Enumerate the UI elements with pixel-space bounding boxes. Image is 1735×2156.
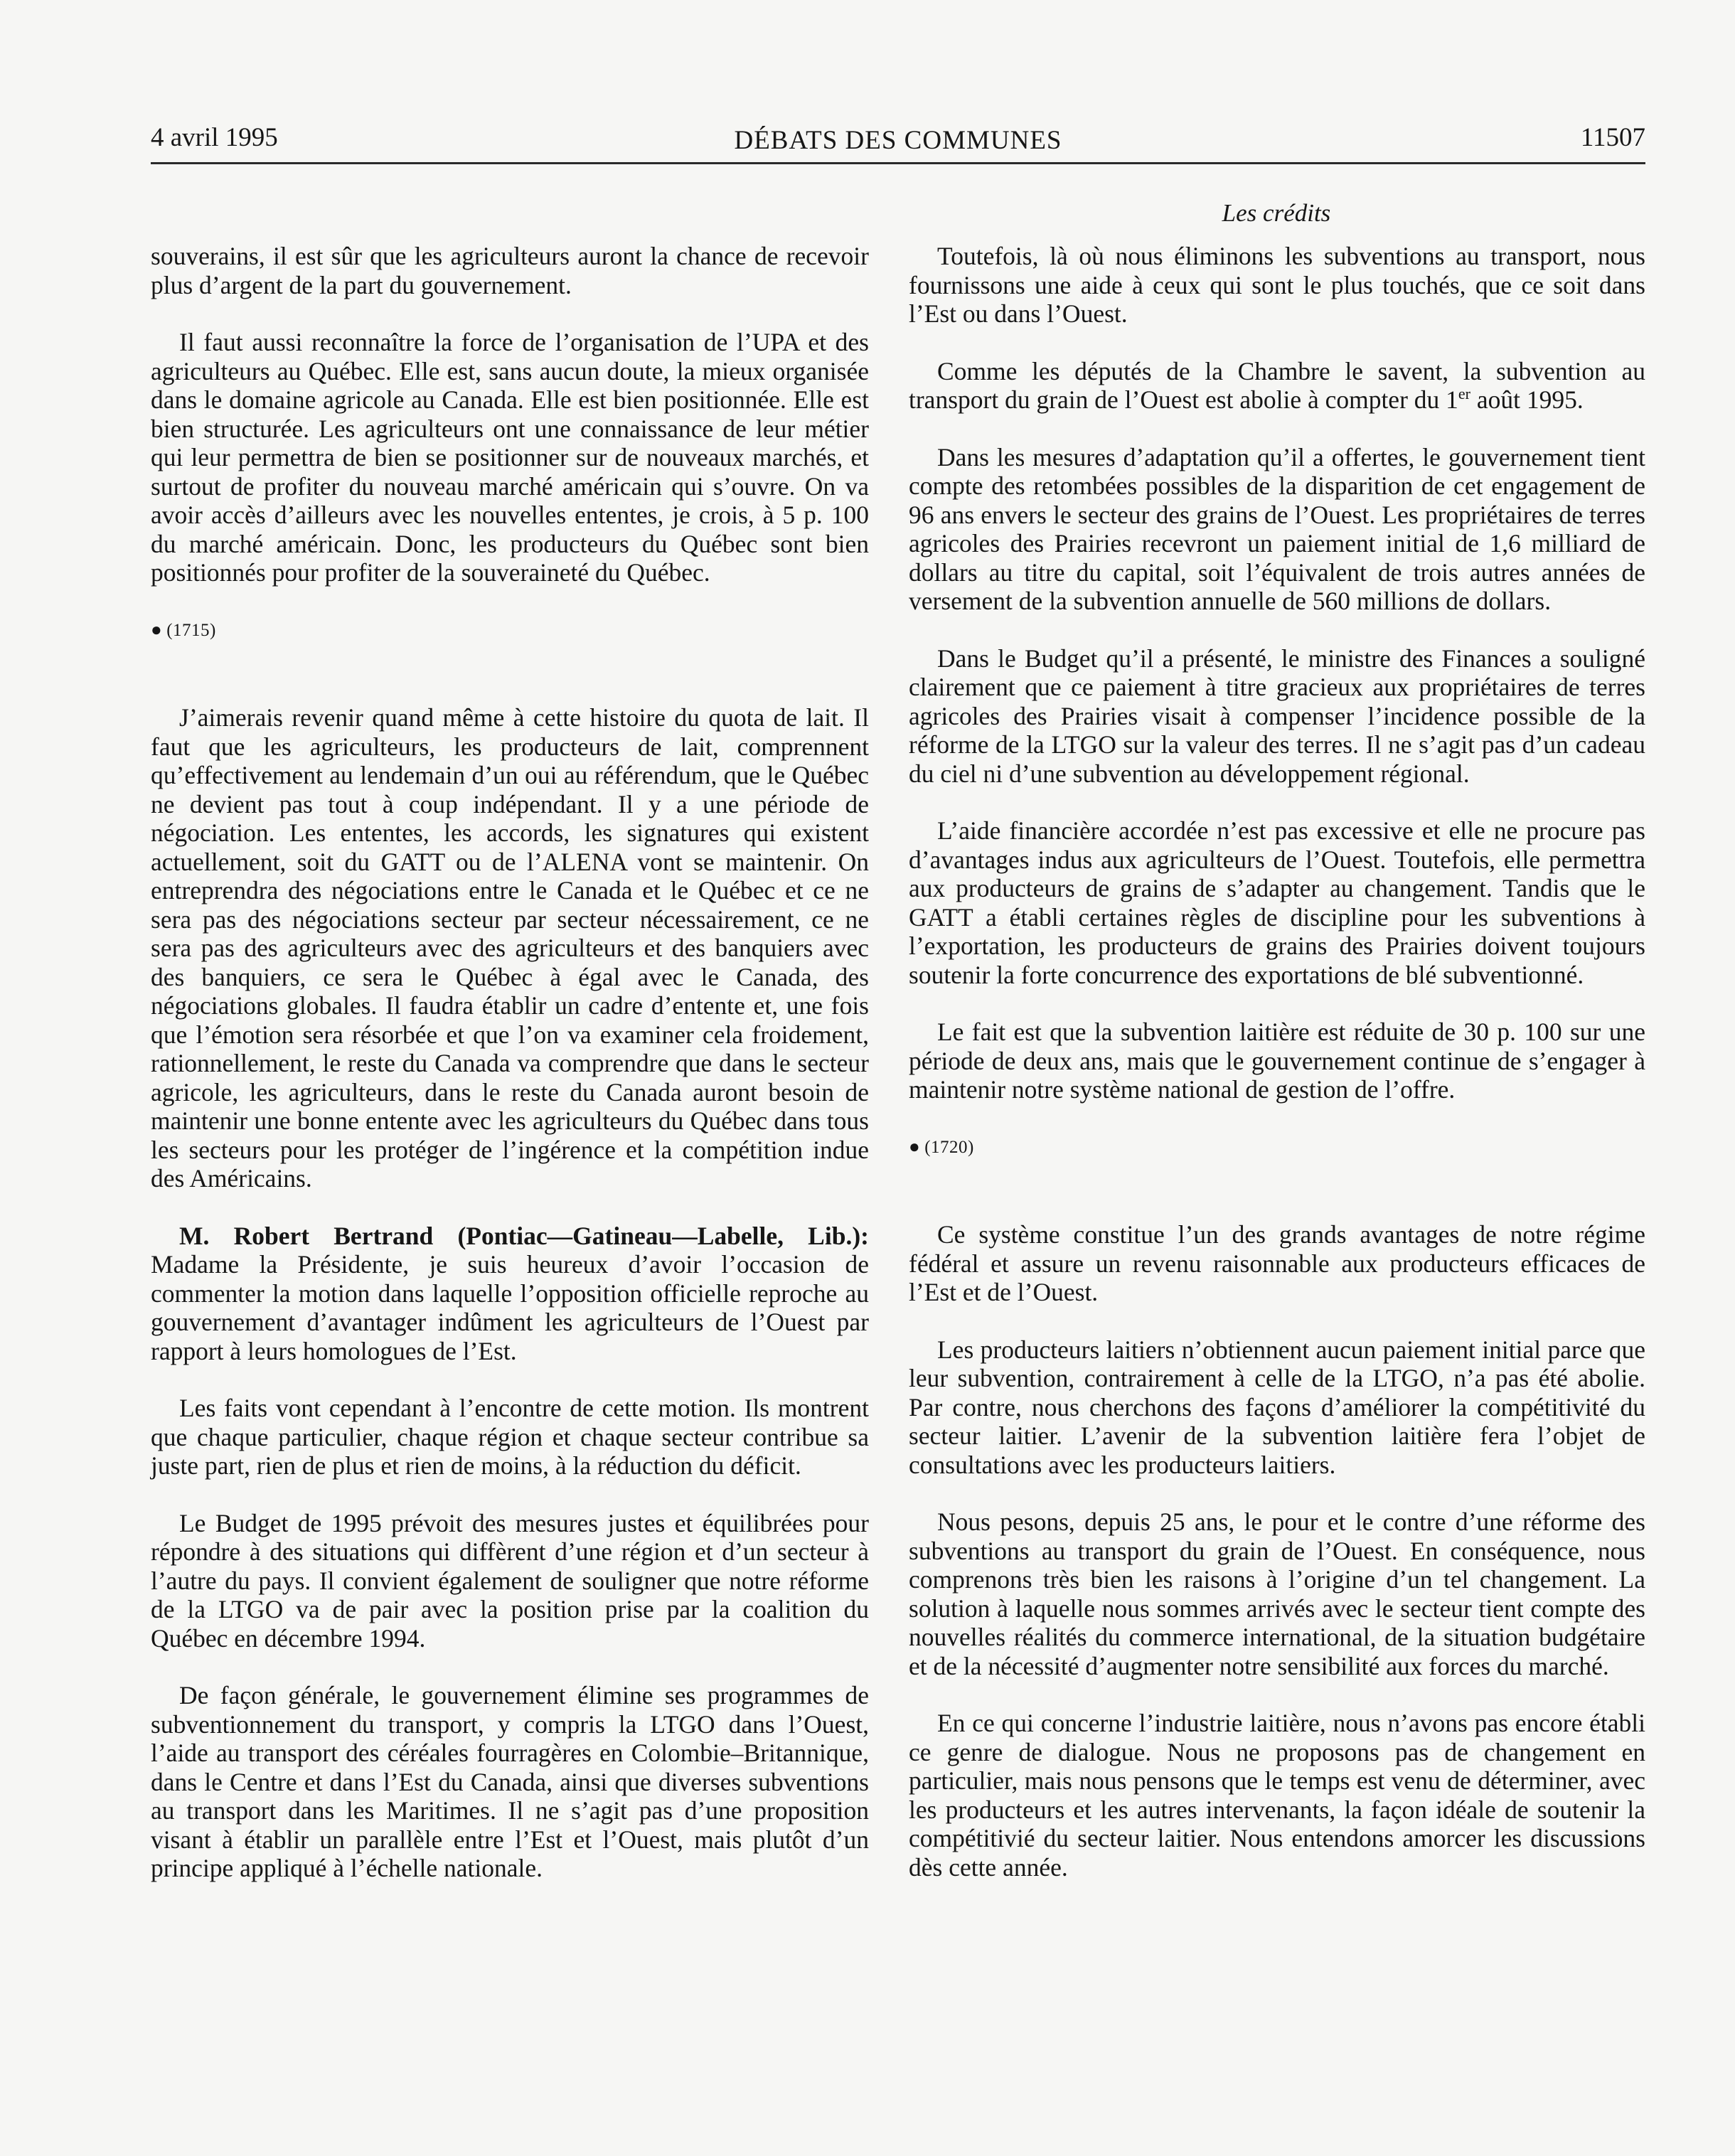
paragraph-text: Comme les députés de la Chambre le savent, la subvention au transport du grain de l’Ouest est abolie à compter du 1	[909, 356, 1645, 414]
left-column	[151, 242, 869, 1911]
header-date: 4 avril 1995	[151, 123, 278, 152]
paragraph: Le fait est que la subvention laitière est réduite de 30 p. 100 sur une période de deux ans, mais que le gouvernement continue de s’engager à maintenir notre système national de gestion de l’offre.	[909, 1018, 1645, 1104]
speaker-name: M. Robert Bertrand (Pontiac—Gatineau—Labelle, Lib.):	[179, 1221, 869, 1250]
superscript: er	[1458, 385, 1470, 403]
time-marker-label: (1715)	[166, 620, 216, 640]
time-marker	[151, 616, 869, 646]
speech-text: Madame la Présidente, je suis heureux d’avoir l’occasion de commenter la motion dans laquelle l’opposition officielle reproche au gouvernement d’avantager indûment les agriculteurs de l’Ouest par rapport à leurs homologues de l’Est.	[151, 1250, 869, 1365]
paragraph: Les faits vont cependant à l’encontre de cette motion. Ils montrent que chaque particulier, chaque région et chaque secteur contribue sa juste part, rien de plus et rien de moins, à la réduction du déficit.	[151, 1394, 869, 1480]
paragraph	[909, 357, 1645, 415]
bullet-icon: ●	[151, 619, 163, 640]
section-title: Les crédits	[1222, 199, 1331, 227]
header-title: DÉBATS DES COMMUNES	[734, 126, 1062, 155]
speech-paragraph	[151, 1222, 869, 1366]
page-header	[151, 119, 1645, 164]
right-column	[909, 242, 1645, 1910]
time-marker	[909, 1133, 1645, 1163]
paragraph: Les producteurs laitiers n’obtiennent aucun paiement initial parce que leur subvention, contrairement à celle de la LTGO, n’a pas été abolie. Par contre, nous cherchons des façons d’améliorer la compétitivité du secteur laitier. L’avenir de la subvention laitière fera l’objet de consultations avec les producteurs laitiers.	[909, 1335, 1645, 1479]
paragraph: De façon générale, le gouvernement élimine ses programmes de subventionnement du transport, y compris la LTGO dans l’Ouest, l’aide au transport des céréales fourragères en Colombie–Britannique, dans le Centre et dans l’Est du Canada, ainsi que diverses subventions au transport dans les Maritimes. Il ne s’agit pas d’une proposition visant à établir un parallèle entre l’Est et l’Ouest, mais plutôt d’un principe appliqué à l’échelle nationale.	[151, 1681, 869, 1882]
time-marker-label: (1720)	[924, 1137, 974, 1157]
paragraph: souverains, il est sûr que les agriculteurs auront la chance de recevoir plus d’argent de la part du gouvernement.	[151, 242, 869, 299]
paragraph: En ce qui concerne l’industrie laitière, nous n’avons pas encore établi ce genre de dialogue. Nous ne proposons pas de changement en particulier, mais nous pensons que le temps est venu de déterminer, avec les producteurs et les autres intervenants, la façon idéale de soutenir la compétitivié du secteur laitier. Nous entendons amorcer les discussions dès cette année.	[909, 1709, 1645, 1882]
paragraph: Ce système constitue l’un des grands avantages de notre régime fédéral et assure un revenu raisonnable aux producteurs efficaces de l’Est et de l’Ouest.	[909, 1220, 1645, 1306]
paragraph: Dans les mesures d’adaptation qu’il a offertes, le gouvernement tient compte des retombées possibles de la disparition de cet engagement de 96 ans envers le secteur des grains de l’Ouest. Les propriétaires de terres agricoles des Prairies recevront un paiement initial de 1,6 milliard de dollars au titre du capital, soit l’équivalent de trois autres années de versement de la subvention annuelle de 560 millions de dollars.	[909, 442, 1645, 615]
paragraph: L’aide financière accordée n’est pas excessive et elle ne procure pas d’avantages indus aux agriculteurs de l’Ouest. Toutefois, elle permettra aux producteurs de grains de s’adapter au changement. Tandis que le GATT a établi certaines règles de discipline pour les subventions à l’exportation, les producteurs de grains des Prairies doivent toujours soutenir la forte concurrence des exportations de blé subventionné.	[909, 816, 1645, 989]
paragraph: Toutefois, là où nous éliminons les subventions au transport, nous fournissons une aide à ceux qui sont le plus touchés, que ce soit dans l’Est ou dans l’Ouest.	[909, 242, 1645, 328]
bullet-icon: ●	[909, 1136, 921, 1157]
paragraph: Nous pesons, depuis 25 ans, le pour et le contre d’une réforme des subventions au transport du grain de l’Ouest. En conséquence, nous comprenons très bien les raisons à l’origine d’un tel changement. La solution à laquelle nous sommes arrivés avec le secteur tient compte des nouvelles réalités du commerce international, de la situation budgétaire et de la nécessité d’augmenter notre sensibilité aux forces du marché.	[909, 1507, 1645, 1680]
page-number: 11507	[1580, 123, 1645, 152]
paragraph-text: août 1995.	[1470, 385, 1584, 414]
paragraph: J’aimerais revenir quand même à cette histoire du quota de lait. Il faut que les agriculteurs, les producteurs de lait, comprennent qu’effectivement au lendemain d’un oui au référendum, que le Québec ne devient pas tout à coup indépendant. Il y a une période de négociation. Les ententes, les accords, les signatures qui existent actuellement, soit du GATT ou de l’ALENA vont se maintenir. On entreprendra des négociations entre le Canada et le Québec et ce ne sera pas des négociations secteur par secteur nécessairement, ce ne sera pas des agriculteurs avec des agriculteurs et des banquiers avec des banquiers, ce sera le Québec à égal avec le Canada, des négociations globales. Il faudra établir un cadre d’entente et, une fois que l’émotion sera résorbée et que l’on va examiner cela froidement, rationnellement, le reste du Canada va comprendre que dans le secteur agricole, les agriculteurs, dans le reste du Canada auront besoin de maintenir une bonne entente avec les agriculteurs du Québec dans tous les secteurs pour les protéger de l’ingérence et la compétition indue des Américains.	[151, 703, 869, 1192]
paragraph: Il faut aussi reconnaître la force de l’organisation de l’UPA et des agriculteurs au Québec. Elle est, sans aucun doute, la mieux organisée dans le domaine agricole au Canada. Elle est bien positionnée. Elle est bien structurée. Les agriculteurs ont une connaissance de leur métier qui leur permettra de bien se positionner sur de nouveaux marchés, et surtout de profiter du nouveau marché américain qui s’ouvre. On va avoir accès d’ailleurs avec les nouvelles ententes, je crois, à 5 p. 100 du marché américain. Donc, les producteurs du Québec sont bien positionnés pour profiter de la souveraineté du Québec.	[151, 328, 869, 587]
paragraph: Dans le Budget qu’il a présenté, le ministre des Finances a souligné clairement que ce paiement à titre gracieux aux propriétaires de terres agricoles des Prairies visait à compenser l’incidence possible de la réforme de la LTGO sur la valeur des terres. Il ne s’agit pas d’un cadeau du ciel ni d’une subvention au développement régional.	[909, 644, 1645, 788]
paragraph: Le Budget de 1995 prévoit des mesures justes et équilibrées pour répondre à des situations qui diffèrent d’une région et d’un secteur à l’autre du pays. Il convient également de souligner que notre réforme de la LTGO va de pair avec la position prise par la coalition du Québec en décembre 1994.	[151, 1508, 869, 1653]
